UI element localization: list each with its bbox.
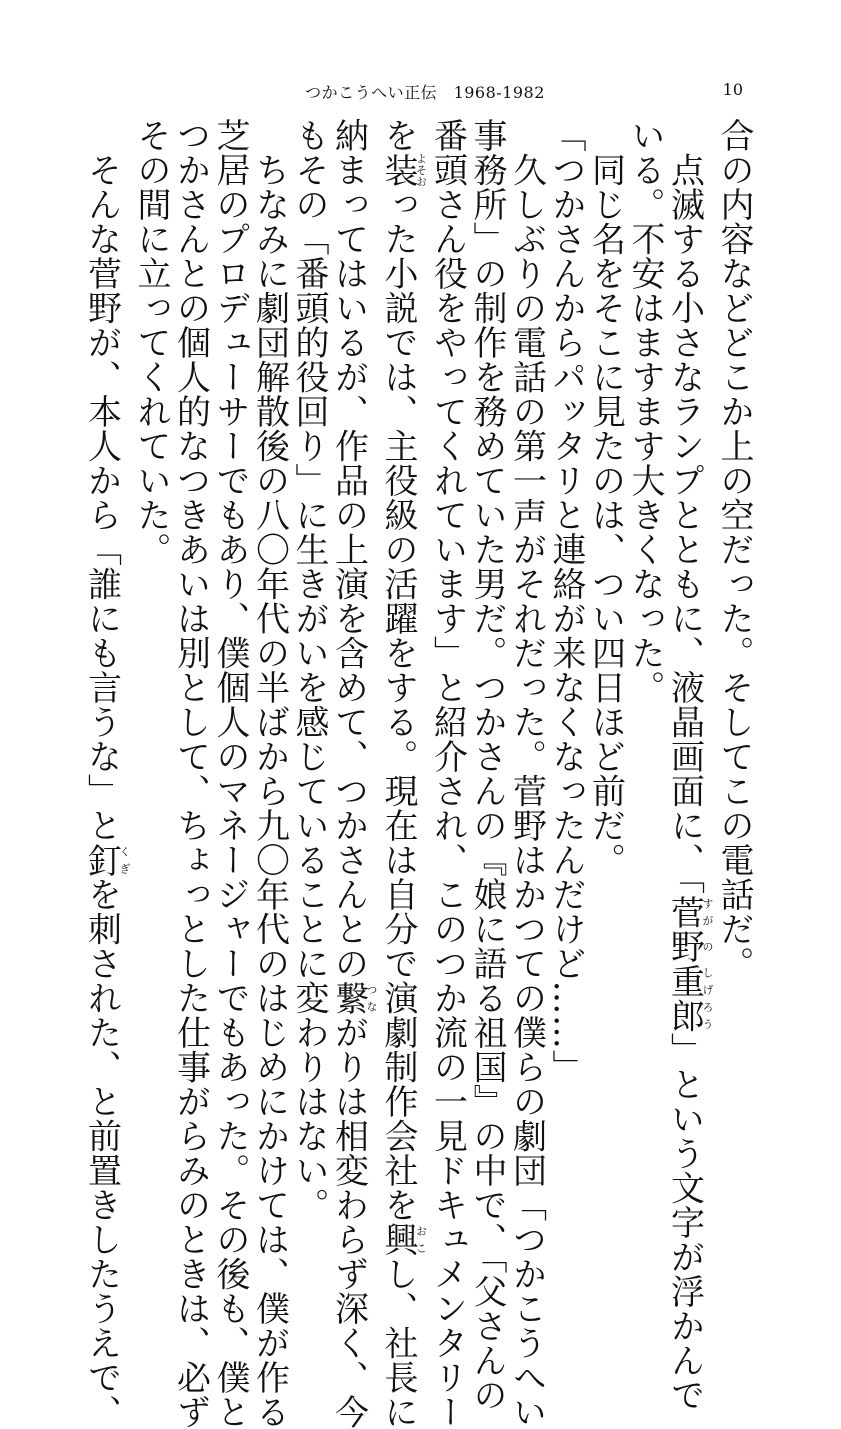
ruby-suga: 菅すが: [664, 894, 714, 929]
text-line: 事務所」の制作を務めていた男だ。つかさんの『娘に語る祖国』の中で、「父さんの: [467, 118, 507, 1412]
text-line: 同じ名をそこに見たのは、つい四日ほど前だ。: [585, 118, 626, 877]
page-number: 10: [722, 80, 743, 99]
text-line: 合の内容などどこか上の空だった。そしてこの電話だ。: [714, 118, 754, 981]
text-line: その間に立ってくれていた。: [131, 118, 171, 567]
vertical-body-text: [81, 118, 754, 1429]
ruby-oko: 興おこ: [378, 1222, 428, 1257]
text-line: そんな菅野が、本人から「誰にも言うな」と釘くぎを刺された、と前置きしたうえで、: [81, 118, 131, 1429]
text-line: 点滅する小さなランプとともに、液晶画面に、「菅すが野の重郎しげろう」という文字が浮かんで: [664, 118, 714, 1412]
ruby-shigero: 重郎しげろう: [664, 963, 714, 1033]
text-line: 「つかさんからパッタリと連絡が来なくなったんだけど……」: [546, 118, 586, 1084]
ruby-kugi: 釘くぎ: [81, 842, 131, 877]
text-line: 番頭さん役をやってくれています」と紹介され、このつか流の一見ドキュメンタリー: [427, 118, 468, 1429]
text-line: つかさんとの個人的なつきあいは別として、ちょっとした仕事がらみのときは、必ず: [170, 118, 211, 1429]
ruby-yosoo: 装よそお: [378, 152, 428, 187]
text-line: ちなみに劇団解散後の八〇年代の半ばから九〇年代のはじめにかけては、僕が作る: [249, 118, 290, 1429]
text-line: もその「番頭的役回り」に生きがいを感じていることに変わりはない。: [289, 118, 329, 1222]
text-line: 芝居のプロデューサーでもあり、僕個人のマネージャーでもあった。その後も、僕と: [210, 118, 250, 1429]
text-line: 納まってはいるが、作品の上演を含めて、つかさんとの繋つながりは相変わらず深く、今: [328, 118, 378, 1429]
ruby-no: 野の: [664, 929, 714, 964]
text-line: を装よそおった小説では、主役級の活躍をする。現在は自分で演劇制作会社を興おこし、社長に: [378, 118, 428, 1429]
text-line: いる。不安はますます大きくなった。: [625, 118, 665, 705]
ruby-tsuna: 繋つな: [328, 980, 378, 1015]
text-line: 久しぶりの電話の第一声がそれだった。菅野はかつての僕らの劇団「つかこうへい: [506, 118, 547, 1429]
running-header-title: つかこうへい正伝 1968-1982: [305, 83, 545, 102]
